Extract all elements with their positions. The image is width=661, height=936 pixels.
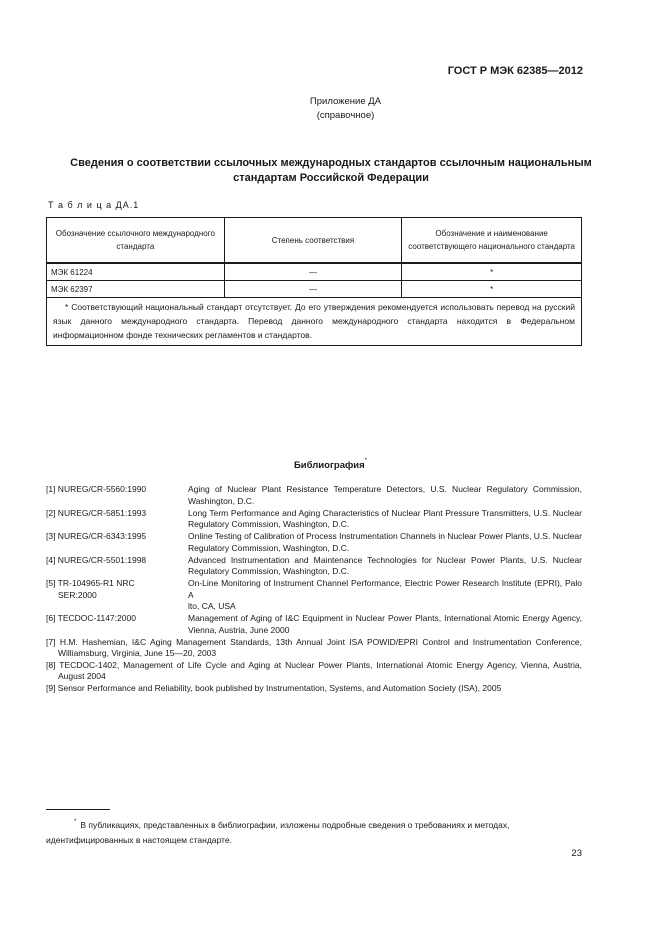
- table-cell: *: [402, 281, 582, 298]
- table-cell: —: [224, 281, 402, 298]
- footnote-mark: *: [74, 819, 77, 825]
- bibliography-list: [46, 484, 582, 694]
- bib-key: [6] TECDOC-1147:2000: [46, 613, 136, 623]
- bibliography-title-text: Библиография: [293, 460, 365, 471]
- bib-text: On-Line Monitoring of Instrument Channel Performance, Electric Power Research Institute (EPRI), Palo A: [188, 578, 582, 600]
- table-cell: МЭК 62397: [47, 281, 225, 298]
- table-header-row: [47, 218, 582, 264]
- footnote-ref: *: [364, 458, 368, 464]
- bib-key: [1] NUREG/CR-5560:1990: [46, 484, 147, 494]
- bib-text: Management of Aging of I&C Equipment in Nuclear Power Plants, International Atomic Energy Agency, Vienna, Austria, June 2000: [188, 613, 582, 635]
- table-note-row: [47, 298, 582, 346]
- column-header: Степень соответствия: [224, 218, 402, 264]
- bib-text-continuation: lto, CA, USA: [188, 601, 236, 611]
- list-item: [46, 508, 582, 531]
- bib-key: [3] NUREG/CR-6343:1995: [46, 531, 147, 541]
- bib-key-block: [46, 578, 188, 613]
- appendix-title: Приложение ДА: [309, 96, 382, 107]
- page-title: Сведения о соответствии ссылочных международных стандартов ссылочным национальным стандартам Российской Федерации: [70, 157, 592, 184]
- bibliography-title: [0, 458, 661, 471]
- column-header: Обозначение и наименование соответствующего национального стандарта: [402, 218, 582, 264]
- bib-text: Advanced Instrumentation and Maintenance Technologies for Nuclear Power Plants, U.S. Nuclear Regulatory Commission, Washington, D.C.: [188, 554, 582, 576]
- list-item: [8] TECDOC-1402, Management of Life Cycle and Aging at Nuclear Power Plants, International Atomic Energy Agency, Vienna, Austria, August 2004: [46, 659, 582, 681]
- table-cell: *: [402, 263, 582, 281]
- list-item: [7] H.M. Hashemian, I&C Aging Management Standards, 13th Annual Joint ISA POWID/EPRI Control and Instrumentation Conference, Williamsburg, Virginia, June 15—20, 2003: [46, 636, 582, 658]
- footnote-divider: [46, 809, 110, 810]
- appendix-heading: [0, 95, 661, 123]
- list-item: [9] Sensor Performance and Reliability, book published by Instrumentation, Systems, and Automation Society (ISA), 2005: [46, 682, 502, 693]
- list-item: [46, 578, 582, 613]
- bib-text: Online Testing of Calibration of Process Instrumentation Channels in Nuclear Power Plants, U.S. Nuclear Regulatory Commission, Washington, D.C.: [188, 531, 582, 553]
- column-header: Обозначение ссылочного международного стандарта: [47, 218, 225, 264]
- table-caption: Т а б л и ц а ДА.1: [48, 200, 140, 210]
- table-note: [47, 298, 582, 346]
- list-item: [46, 531, 582, 554]
- note-text: Соответствующий национальный стандарт отсутствует. До его утверждения рекомендуется использовать перевод на русский язык данного международного стандарта. Перевод данного международного стандарта находится в Федеральном информационном фонде технических регламентов и стандартов.: [53, 302, 575, 340]
- bib-text: Aging of Nuclear Plant Resistance Temperature Detectors, U.S. Nuclear Regulatory Commission, Washington, D.C.: [188, 484, 582, 506]
- footnote-text: В публикациях, представленных в библиографии, изложены подробные сведения о требованиях и методах, идентифицированных в настоящем стандарте.: [46, 820, 510, 845]
- bib-key: [2] NUREG/CR-5851:1993: [46, 507, 147, 518]
- list-item: [46, 555, 582, 578]
- page-number: 23: [571, 848, 582, 859]
- bib-key: [4] NUREG/CR-5501:1998: [46, 554, 147, 565]
- bib-key: [5] TR-104965-R1 NRC: [46, 578, 135, 588]
- appendix-subtitle: (справочное): [316, 110, 375, 121]
- note-mark: *: [65, 302, 69, 312]
- list-item: [46, 613, 582, 636]
- list-item: [46, 484, 582, 507]
- correspondence-table: [46, 217, 582, 346]
- table-row: [47, 263, 582, 281]
- bib-text-block: [188, 578, 582, 613]
- standard-designation: ГОСТ Р МЭК 62385—2012: [447, 65, 583, 77]
- table-cell: МЭК 61224: [47, 263, 225, 281]
- table-row: [47, 281, 582, 298]
- footnote: [46, 815, 582, 848]
- bib-key-continuation: SER:2000: [58, 589, 97, 600]
- bib-text: Long Term Performance and Aging Characteristics of Nuclear Plant Pressure Transmitters, U.S. Nuclear Regulatory Commission, Washington, D.C.: [188, 507, 582, 529]
- table-cell: —: [224, 263, 402, 281]
